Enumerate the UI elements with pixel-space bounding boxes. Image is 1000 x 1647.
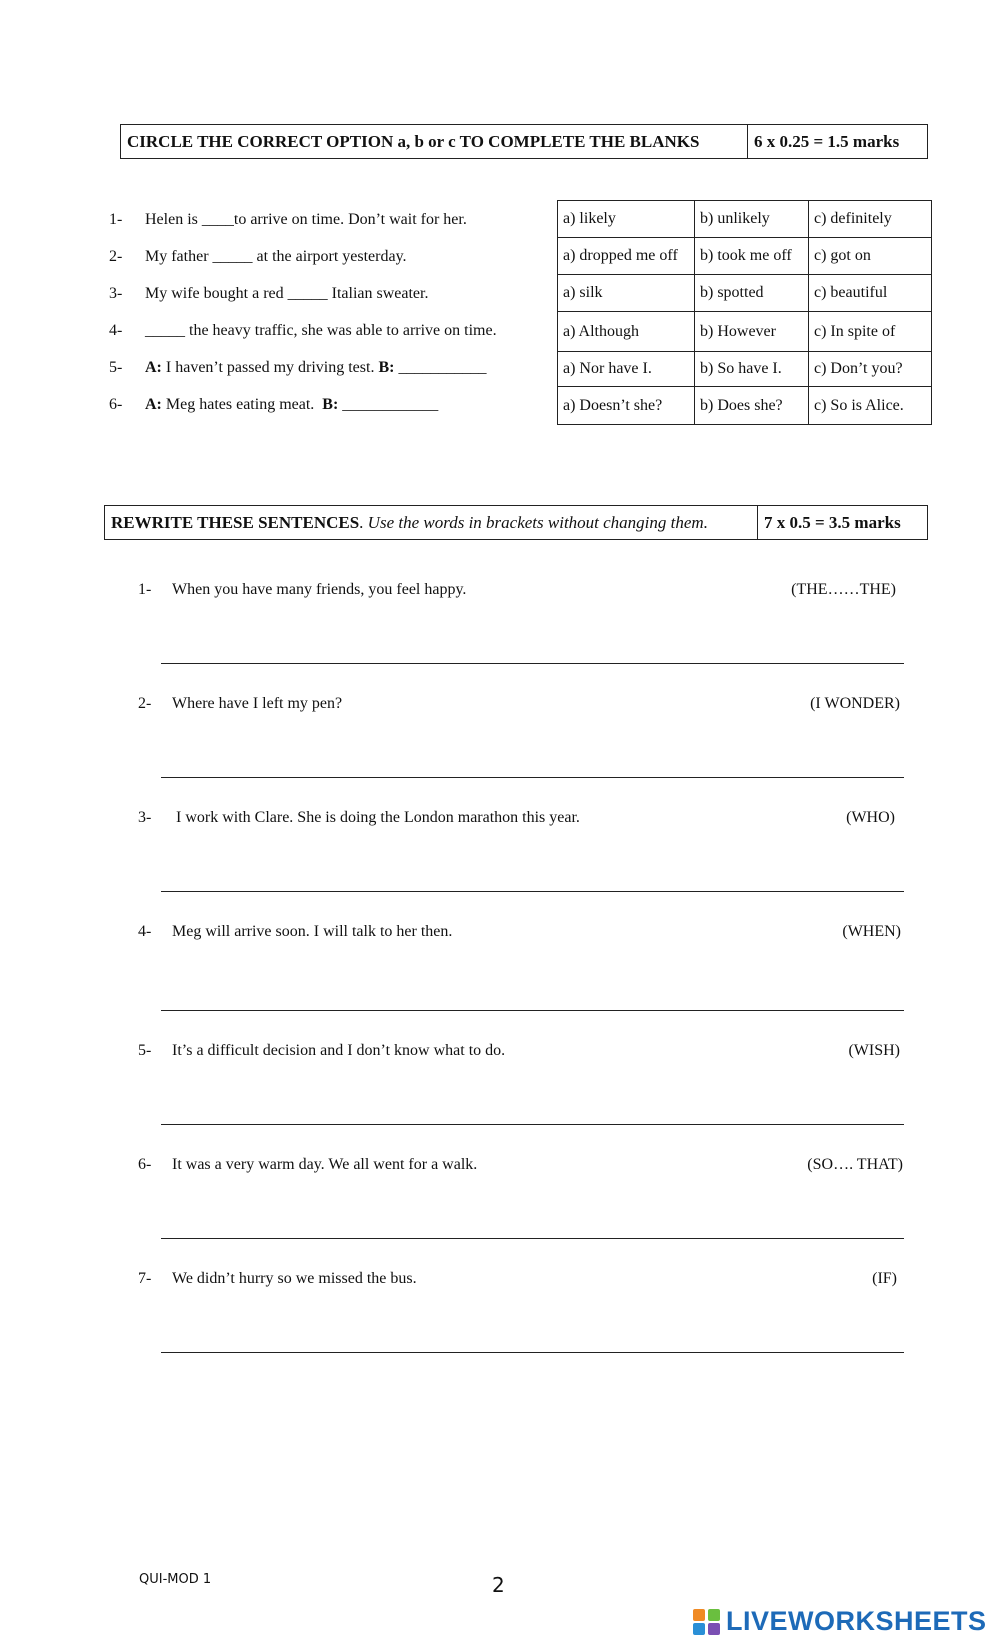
section2-instruction: Use the words in brackets without changing them. xyxy=(367,512,708,532)
answer-line-7[interactable] xyxy=(161,1352,904,1353)
speaker-a-label: A: xyxy=(145,396,162,413)
answer-line-5[interactable] xyxy=(161,1124,904,1125)
keyword-hint: (SO…. THAT) xyxy=(807,1156,903,1173)
sentence-number: 1- xyxy=(138,581,152,598)
answer-line-3[interactable] xyxy=(161,891,904,892)
keyword-hint: (THE……THE) xyxy=(791,581,896,598)
question-number: 2- xyxy=(109,248,123,265)
option-a[interactable]: a) silk xyxy=(558,275,695,312)
options-row-5 xyxy=(558,352,932,387)
sentence-5 xyxy=(138,1042,903,1060)
sentence-4 xyxy=(138,923,903,941)
question-text: Helen is ____to arrive on time. Don’t wait for her. xyxy=(145,211,467,228)
page-number: 2 xyxy=(492,1573,505,1597)
sentence-text: Meg will arrive soon. I will talk to her then. xyxy=(172,923,453,940)
sentence-text: When you have many friends, you feel happy. xyxy=(172,581,467,598)
option-b[interactable]: b) took me off xyxy=(695,238,809,275)
keyword-hint: (WHEN) xyxy=(842,923,901,940)
sentence-text: It was a very warm day. We all went for a walk. xyxy=(172,1156,478,1173)
sentence-1 xyxy=(138,581,903,599)
sentence-3 xyxy=(138,809,903,827)
options-row-3 xyxy=(558,275,932,312)
sentence-text: Where have I left my pen? xyxy=(172,695,343,712)
keyword-hint: (WISH) xyxy=(848,1042,900,1059)
speaker-b-label: B: xyxy=(378,359,395,376)
answer-line-6[interactable] xyxy=(161,1238,904,1239)
option-a[interactable]: a) dropped me off xyxy=(558,238,695,275)
question-3 xyxy=(109,285,428,303)
keyword-hint: (WHO) xyxy=(846,809,895,826)
option-b[interactable]: b) So have I. xyxy=(695,352,809,387)
keyword-hint: (I WONDER) xyxy=(810,695,900,712)
sentence-text: It’s a difficult decision and I don’t know what to do. xyxy=(172,1042,506,1059)
question-1 xyxy=(109,211,467,229)
answer-line-1[interactable] xyxy=(161,663,904,664)
option-b[interactable]: b) Does she? xyxy=(695,387,809,425)
option-c[interactable]: c) In spite of xyxy=(809,312,932,352)
option-a[interactable]: a) Nor have I. xyxy=(558,352,695,387)
question-number: 1- xyxy=(109,211,123,228)
option-c[interactable]: c) Don’t you? xyxy=(809,352,932,387)
section1-marks: 6 x 0.25 = 1.5 marks xyxy=(747,125,927,158)
sentence-text: I work with Clare. She is doing the London marathon this year. xyxy=(172,809,580,826)
options-row-2 xyxy=(558,238,932,275)
options-row-4 xyxy=(558,312,932,352)
liveworksheets-logo-icon xyxy=(692,1608,722,1636)
answer-blank: ____________ xyxy=(342,396,439,413)
sentence-number: 2- xyxy=(138,695,152,712)
question-2 xyxy=(109,248,407,266)
sentence-number: 3- xyxy=(138,809,152,826)
section2-title-cell: REWRITE THESE SENTENCES . Use the words in brackets without changing them. xyxy=(111,512,708,532)
sentence-6 xyxy=(138,1156,903,1174)
speaker-a-text: Meg hates eating meat. xyxy=(165,396,315,413)
sentence-7 xyxy=(138,1270,903,1288)
speaker-b-label: B: xyxy=(322,396,339,413)
question-6 xyxy=(109,396,438,414)
question-number: 6- xyxy=(109,396,123,413)
brand-name: LIVEWORKSHEETS xyxy=(726,1606,987,1636)
keyword-hint: (IF) xyxy=(872,1270,897,1287)
option-c[interactable]: c) got on xyxy=(809,238,932,275)
options-row-6 xyxy=(558,387,932,425)
answer-blank: ___________ xyxy=(398,359,487,376)
section2-title: REWRITE THESE SENTENCES xyxy=(111,512,360,532)
document-code: QUI-MOD 1 xyxy=(139,1572,212,1587)
options-table xyxy=(557,200,932,425)
option-c[interactable]: c) beautiful xyxy=(809,275,932,312)
question-number: 5- xyxy=(109,359,123,376)
section1-header xyxy=(120,124,928,159)
option-a[interactable]: a) likely xyxy=(558,201,695,238)
option-a[interactable]: a) Although xyxy=(558,312,695,352)
answer-line-4[interactable] xyxy=(161,1010,904,1011)
sentence-text: We didn’t hurry so we missed the bus. xyxy=(172,1270,417,1287)
liveworksheets-brand xyxy=(692,1606,987,1637)
sentence-number: 7- xyxy=(138,1270,152,1287)
speaker-a-text: I haven’t passed my driving test. xyxy=(165,359,375,376)
option-a[interactable]: a) Doesn’t she? xyxy=(558,387,695,425)
options-row-1 xyxy=(558,201,932,238)
question-text: My father _____ at the airport yesterday. xyxy=(145,248,407,265)
section2-header xyxy=(104,505,928,540)
section1-title: CIRCLE THE CORRECT OPTION a, b or c TO COMPLETE THE BLANKS xyxy=(127,131,700,151)
question-number: 3- xyxy=(109,285,123,302)
sentence-2 xyxy=(138,695,903,713)
option-b[interactable]: b) spotted xyxy=(695,275,809,312)
sentence-number: 6- xyxy=(138,1156,152,1173)
question-5 xyxy=(109,359,486,377)
question-text: _____ the heavy traffic, she was able to arrive on time. xyxy=(145,322,497,339)
question-number: 4- xyxy=(109,322,123,339)
sentence-number: 4- xyxy=(138,923,152,940)
option-c[interactable]: c) definitely xyxy=(809,201,932,238)
sentence-number: 5- xyxy=(138,1042,152,1059)
question-text: My wife bought a red _____ Italian sweater. xyxy=(145,285,429,302)
section2-marks: 7 x 0.5 = 3.5 marks xyxy=(757,506,927,539)
option-b[interactable]: b) unlikely xyxy=(695,201,809,238)
question-4 xyxy=(109,322,497,340)
option-c[interactable]: c) So is Alice. xyxy=(809,387,932,425)
answer-line-2[interactable] xyxy=(161,777,904,778)
speaker-a-label: A: xyxy=(145,359,162,376)
option-b[interactable]: b) However xyxy=(695,312,809,352)
